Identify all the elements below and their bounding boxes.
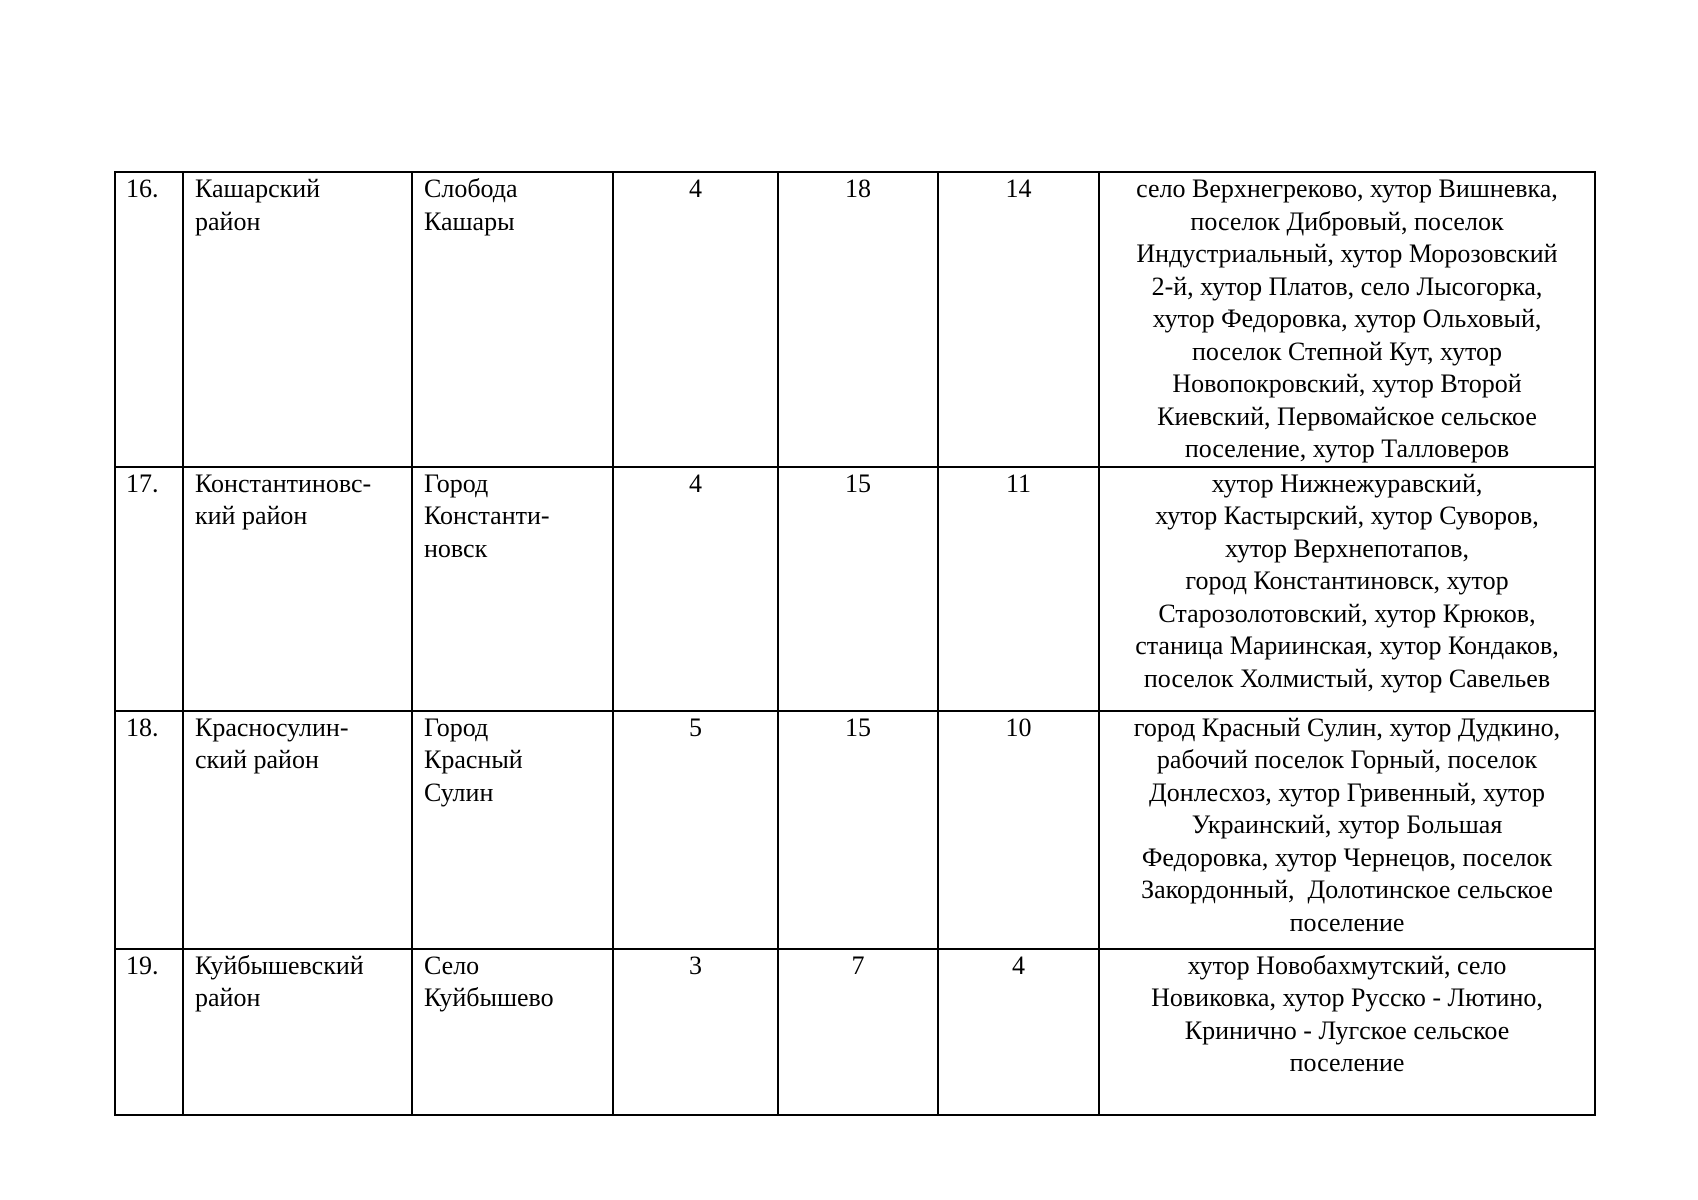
- center-line: новск: [424, 533, 488, 563]
- center-line: Куйбышево: [424, 983, 554, 1012]
- settlement-line: хутор Нижнежуравский,: [1211, 468, 1483, 498]
- district-name: [183, 711, 412, 949]
- district-line: Куйбышевский: [195, 950, 364, 980]
- settlement-line: поселок Степной Кут, хутор: [1191, 336, 1503, 366]
- row-number: 19.: [115, 949, 183, 1115]
- settlement-line: город Константиновск, хутор: [1185, 566, 1509, 595]
- settlement-line: поселение: [1289, 907, 1405, 937]
- table-row: [115, 172, 1595, 467]
- settlement-line: город Красный Сулин, хутор Дудкино,: [1133, 712, 1561, 742]
- settlement-line: поселение, хутор Талловеров: [1184, 434, 1510, 463]
- settlement-line: Новопокровский, хутор Второй: [1172, 369, 1522, 398]
- center-line: Красный: [424, 745, 523, 774]
- settlement-line: Донлесхоз, хутор Гривенный, хутор: [1148, 777, 1546, 807]
- settlements-list: [1099, 711, 1595, 949]
- settlement-line: поселение: [1289, 1048, 1405, 1077]
- admin-center: [412, 467, 613, 711]
- center-line: Константи-: [424, 501, 550, 530]
- district-line: район: [195, 206, 261, 236]
- count-c: 14: [938, 172, 1099, 467]
- count-a: 3: [613, 949, 778, 1115]
- center-line: Слобода: [424, 174, 518, 203]
- district-name: [183, 172, 412, 467]
- count-c: 4: [938, 949, 1099, 1115]
- center-line: Город: [424, 468, 489, 498]
- admin-center: [412, 711, 613, 949]
- center-line: Сулин: [424, 777, 494, 807]
- settlement-line: Кринично - Лугское сельское: [1184, 1015, 1510, 1045]
- admin-center: [412, 949, 613, 1115]
- district-line: район: [195, 983, 261, 1012]
- count-c: 11: [938, 467, 1099, 711]
- settlement-line: 2-й, хутор Платов, село Лысогорка,: [1151, 271, 1543, 301]
- count-b: 7: [778, 949, 938, 1115]
- settlement-line: Индустриальный, хутор Морозовский: [1136, 239, 1558, 268]
- district-line: кий район: [195, 501, 308, 530]
- count-a: 5: [613, 711, 778, 949]
- settlement-line: хутор Верхнепотапов,: [1224, 533, 1469, 563]
- settlements-list: [1099, 949, 1595, 1115]
- count-c: 10: [938, 711, 1099, 949]
- settlements-list: [1099, 172, 1595, 467]
- center-line: Кашары: [424, 206, 515, 236]
- count-a: 4: [613, 172, 778, 467]
- district-line: Константиновс-: [195, 468, 372, 498]
- settlement-line: Федоровка, хутор Чернецов, поселок: [1141, 842, 1553, 872]
- district-line: ский район: [195, 745, 319, 774]
- count-b: 18: [778, 172, 938, 467]
- settlement-line: поселок Дибровый, поселок: [1190, 206, 1504, 236]
- settlement-line: Закордонный, Долотинское сельское: [1141, 875, 1553, 904]
- settlements-list: [1099, 467, 1595, 711]
- settlement-line: Киевский, Первомайское сельское: [1157, 401, 1537, 431]
- row-number: 16.: [115, 172, 183, 467]
- count-a: 4: [613, 467, 778, 711]
- settlement-line: поселок Холмистый, хутор Савельев: [1143, 663, 1551, 693]
- admin-center: [412, 172, 613, 467]
- settlement-line: село Верхнегреково, хутор Вишневка,: [1136, 174, 1558, 203]
- settlement-line: Новиковка, хутор Русско - Лютино,: [1151, 983, 1543, 1012]
- settlement-line: хутор Новобахмутский, село: [1187, 950, 1507, 980]
- district-name: [183, 467, 412, 711]
- center-line: Город: [424, 712, 489, 742]
- settlement-line: станица Мариинская, хутор Кондаков,: [1135, 631, 1559, 660]
- center-line: Село: [424, 950, 480, 980]
- table-row: [115, 711, 1595, 949]
- settlement-line: хутор Кастырский, хутор Суворов,: [1155, 501, 1539, 530]
- table-row: [115, 949, 1595, 1115]
- settlement-line: рабочий поселок Горный, поселок: [1156, 745, 1538, 774]
- district-line: Кашарский: [195, 174, 321, 203]
- district-name: [183, 949, 412, 1115]
- count-b: 15: [778, 467, 938, 711]
- row-number: 17.: [115, 467, 183, 711]
- count-b: 15: [778, 711, 938, 949]
- settlements-table: [114, 171, 1596, 1116]
- settlement-line: хутор Федоровка, хутор Ольховый,: [1152, 304, 1542, 333]
- row-number: 18.: [115, 711, 183, 949]
- settlement-line: Украинский, хутор Большая: [1191, 810, 1503, 839]
- district-line: Красносулин-: [195, 712, 349, 742]
- settlement-line: Старозолотовский, хутор Крюков,: [1158, 598, 1536, 628]
- table-row: [115, 467, 1595, 711]
